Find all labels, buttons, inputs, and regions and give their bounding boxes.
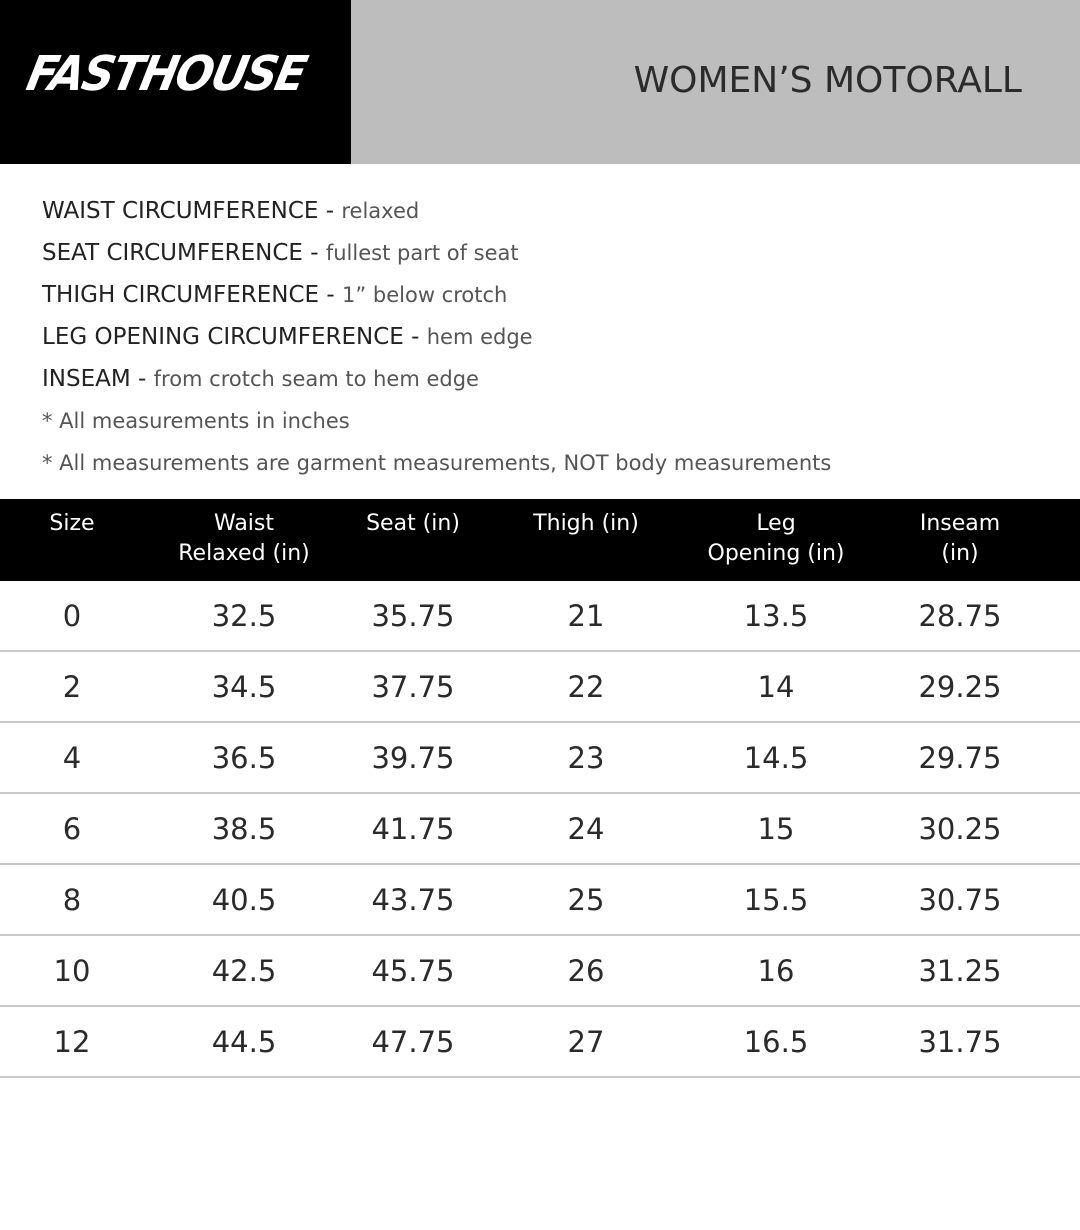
- measurement-notes: [42, 194, 1042, 488]
- table-row: [0, 723, 1080, 794]
- cell-waist: 36.5: [211, 741, 277, 775]
- cell-size: 0: [62, 599, 82, 633]
- cell-waist: 34.5: [211, 670, 277, 704]
- table-row: [0, 652, 1080, 723]
- cell-thigh: 25: [567, 883, 605, 917]
- cell-inseam: 28.75: [918, 599, 1002, 633]
- cell-waist: 38.5: [211, 812, 277, 846]
- cell-seat: 37.75: [371, 670, 455, 704]
- cell-leg-opening: 14: [757, 670, 795, 704]
- header-inseam: Inseam (in): [919, 511, 1001, 566]
- cell-waist: 32.5: [211, 599, 277, 633]
- cell-inseam: 31.75: [918, 1025, 1002, 1059]
- cell-thigh: 26: [567, 954, 605, 988]
- note-desc: fullest part of seat: [325, 241, 519, 265]
- cell-seat: 45.75: [371, 954, 455, 988]
- note-item: [42, 362, 1042, 404]
- note-desc: hem edge: [426, 325, 533, 349]
- header-seat: Seat (in): [366, 511, 460, 536]
- note-item: [42, 320, 1042, 362]
- cell-seat: 41.75: [371, 812, 455, 846]
- cell-leg-opening: 15.5: [743, 883, 809, 917]
- header-size: Size: [49, 511, 95, 536]
- cell-thigh: 24: [567, 812, 605, 846]
- header: [0, 0, 1080, 164]
- cell-waist: 40.5: [211, 883, 277, 917]
- header-leg-opening: Leg Opening (in): [707, 511, 845, 566]
- header-waist: Waist Relaxed (in): [178, 511, 310, 566]
- cell-waist: 44.5: [211, 1025, 277, 1059]
- cell-seat: 35.75: [371, 599, 455, 633]
- cell-leg-opening: 15: [757, 812, 795, 846]
- cell-size: 2: [62, 670, 82, 704]
- table-row: [0, 936, 1080, 1007]
- cell-leg-opening: 14.5: [743, 741, 809, 775]
- cell-size: 6: [62, 812, 82, 846]
- cell-thigh: 22: [567, 670, 605, 704]
- cell-size: 4: [62, 741, 82, 775]
- table-row: [0, 794, 1080, 865]
- note-term: INSEAM -: [42, 366, 154, 392]
- note-term: SEAT CIRCUMFERENCE -: [42, 240, 326, 266]
- cell-leg-opening: 16: [757, 954, 795, 988]
- note-term: LEG OPENING CIRCUMFERENCE -: [42, 324, 427, 350]
- note-item: [42, 278, 1042, 320]
- page-title: WOMEN’S MOTORALL: [633, 60, 1022, 101]
- cell-seat: 39.75: [371, 741, 455, 775]
- cell-leg-opening: 16.5: [743, 1025, 809, 1059]
- note-desc: 1” below crotch: [341, 283, 508, 307]
- brand-logo: FASTHOUSE: [22, 46, 311, 102]
- note-item: [42, 194, 1042, 236]
- table-row: [0, 581, 1080, 652]
- note-item: [42, 236, 1042, 278]
- cell-thigh: 23: [567, 741, 605, 775]
- cell-size: 10: [53, 954, 91, 988]
- cell-inseam: 30.25: [918, 812, 1002, 846]
- cell-inseam: 29.75: [918, 741, 1002, 775]
- cell-thigh: 21: [567, 599, 605, 633]
- table-row: [0, 865, 1080, 936]
- title-panel: [351, 0, 1080, 164]
- header-thigh: Thigh (in): [533, 511, 639, 536]
- cell-thigh: 27: [567, 1025, 605, 1059]
- table-row: [0, 1007, 1080, 1078]
- footnote: * All measurements are garment measurements, NOT body measurements: [42, 451, 832, 475]
- note-desc: from crotch seam to hem edge: [153, 367, 479, 391]
- cell-seat: 43.75: [371, 883, 455, 917]
- cell-inseam: 29.25: [918, 670, 1002, 704]
- cell-inseam: 31.25: [918, 954, 1002, 988]
- size-table-header: [0, 499, 1080, 581]
- brand-logo-panel: [0, 0, 351, 164]
- cell-leg-opening: 13.5: [743, 599, 809, 633]
- cell-waist: 42.5: [211, 954, 277, 988]
- note-desc: relaxed: [341, 199, 420, 223]
- note-term: WAIST CIRCUMFERENCE -: [42, 198, 342, 224]
- note-term: THIGH CIRCUMFERENCE -: [42, 282, 342, 308]
- footnote: * All measurements in inches: [42, 409, 350, 433]
- cell-size: 12: [53, 1025, 91, 1059]
- cell-seat: 47.75: [371, 1025, 455, 1059]
- size-table-body: [0, 581, 1080, 1078]
- cell-size: 8: [62, 883, 82, 917]
- cell-inseam: 30.75: [918, 883, 1002, 917]
